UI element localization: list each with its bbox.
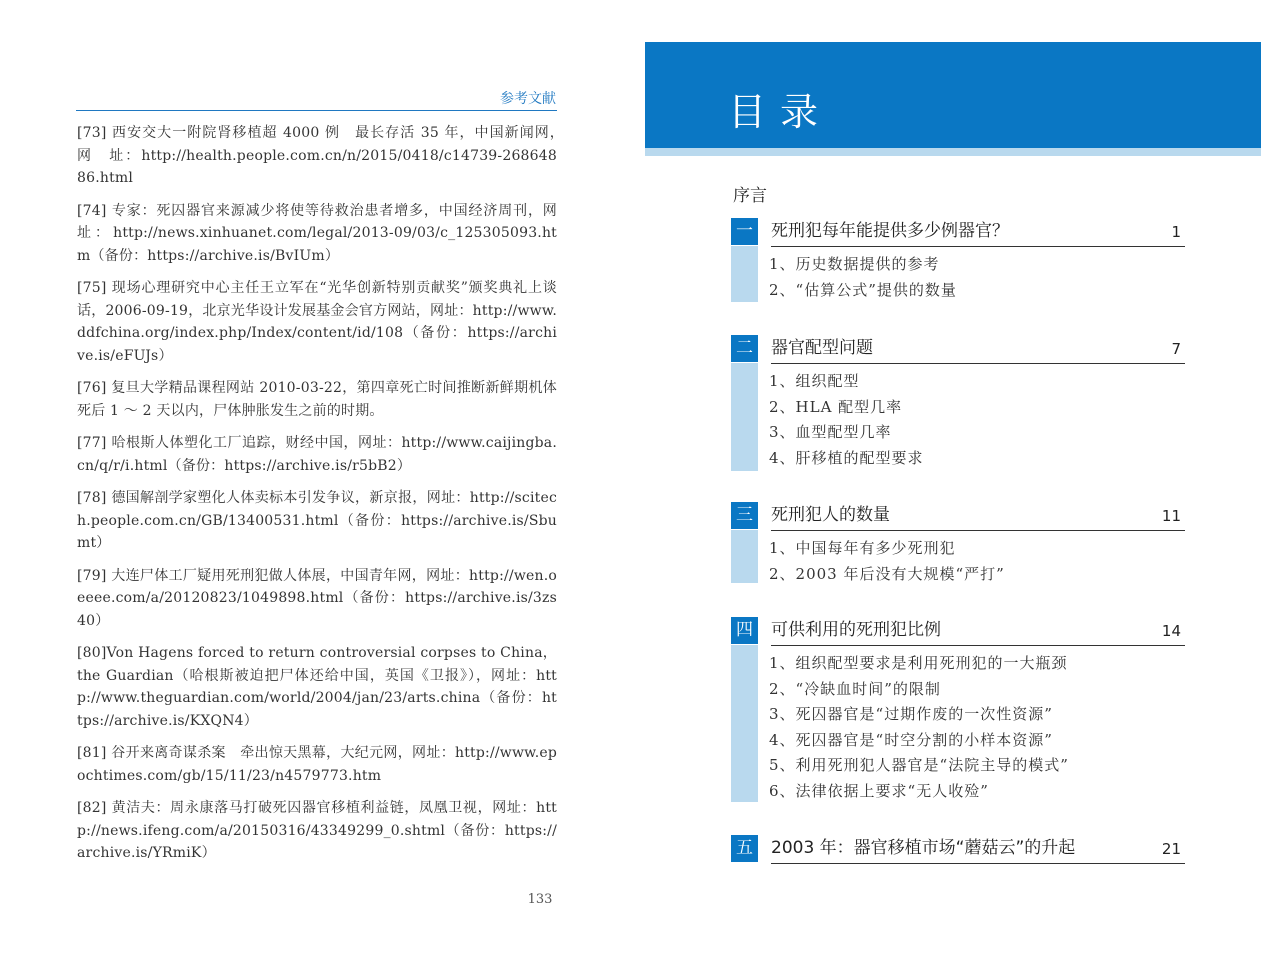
reference-74: [74] 专家：死囚器官来源减少将使等待救治患者增多，中国经济周刊，网址：http://news.xinhuanet.com/legal/2013-09/03/c_125305093.htm（备份：https://archive.is/BvIUm） [77, 202, 557, 264]
page-number: 133 [527, 892, 553, 907]
toc-item[interactable]: 5、利用死刑犯人器官是“法院主导的模式” [769, 756, 1069, 775]
reference-77: [77] 哈根斯人体塑化工厂追踪，财经中国，网址：http://www.caijingba.cn/q/r/i.html（备份：https://archive.is/r5bB2） [77, 435, 557, 474]
chapter-title[interactable]: 可供利用的死刑犯比例 [771, 620, 941, 640]
chapter-rule [771, 246, 1185, 247]
toc-title: 目录 [728, 90, 833, 134]
chapter-side-bar [731, 645, 758, 802]
chapter-page-number: 14 [1161, 622, 1181, 640]
toc-item[interactable]: 4、死囚器官是“时空分割的小样本资源” [769, 730, 1053, 749]
chapter-number-badge: 五 [731, 835, 758, 862]
toc-item[interactable]: 4、肝移植的配型要求 [769, 448, 924, 467]
chapter-page-number: 21 [1161, 840, 1181, 858]
chapter-title[interactable]: 死刑犯每年能提供多少例器官？ [771, 221, 1009, 241]
chapter-side-bar [731, 246, 758, 302]
chapter-title[interactable]: 2003 年：器官移植市场“蘑菇云”的升起 [771, 838, 1076, 858]
toc-chapter-2[interactable] [731, 335, 1185, 472]
toc-item[interactable]: 2、2003 年后没有大规模“严打” [769, 564, 1005, 583]
toc-item[interactable]: 3、血型配型几率 [769, 423, 892, 442]
reference-78: [78] 德国解剖学家塑化人体卖标本引发争议，新京报，网址：http://scitech.people.com.cn/GB/13400531.html（备份：https://archive.is/Sbumt） [77, 490, 557, 551]
chapter-side-bar [731, 530, 758, 583]
chapter-side-bar [731, 363, 758, 471]
reference-82: [82] 黄洁夫：周永康落马打破死囚器官移植利益链，凤凰卫视，网址：http://news.ifeng.com/a/20150316/43349299_0.shtml（备份：https://archive.is/YRmiK） [77, 800, 557, 861]
chapter-title[interactable]: 死刑犯人的数量 [771, 505, 890, 525]
toc-chapter-1[interactable] [731, 218, 1185, 302]
toc-preface[interactable]: 序言 [733, 186, 767, 206]
toc-item[interactable]: 1、历史数据提供的参考 [769, 255, 940, 273]
toc-item[interactable]: 2、HLA 配型几率 [769, 397, 903, 416]
chapter-page-number: 1 [1171, 223, 1181, 241]
chapter-number-badge: 四 [731, 617, 758, 644]
toc-chapter-3[interactable] [731, 502, 1185, 586]
toc-item[interactable]: 1、组织配型 [769, 372, 860, 390]
chapter-items [769, 651, 1069, 805]
reference-list [77, 122, 572, 875]
reference-75: [75] 现场心理研究中心主任王立军在“光华创新特别贡献奖”颁奖典礼上谈话，2006-09-19，北京光华设计发展基金会官方网站，网址：http://www.ddfchina.org/index.php/Index/content/id/108（备份：https://archive.is/eFUJs） [77, 280, 557, 364]
chapter-rule [771, 863, 1185, 864]
chapter-rule [771, 645, 1185, 646]
chapter-items [769, 536, 1005, 587]
chapter-items [769, 252, 957, 303]
reference-76: [76] 复旦大学精品课程网站 2010-03-22，第四章死亡时间推断新鲜期机体死后 1 ～ 2 天以内，尸体肿胀发生之前的时期。 [77, 380, 557, 419]
toc-item[interactable]: 3、死囚器官是“过期作废的一次性资源” [769, 705, 1053, 724]
chapter-page-number: 7 [1171, 340, 1181, 358]
chapter-rule [771, 363, 1185, 364]
chapter-title[interactable]: 器官配型问题 [771, 338, 873, 358]
reference-79: [79] 大连尸体工厂疑用死刑犯做人体展，中国青年网，网址：http://wen.oeeee.com/a/20120823/1049898.html（备份：https://archive.is/3zs40） [77, 567, 557, 629]
toc-chapter-5[interactable] [731, 835, 1185, 865]
chapter-number-badge: 一 [731, 218, 758, 245]
chapter-rule [771, 530, 1185, 531]
reference-80: [80]Von Hagens forced to return controversial corpses to China，the Guardian（哈根斯被迫把尸体还给中国，英国《卫报》），网址：http://www.theguardian.com/world/2004/jan/23/arts.china（备份：https://archive.is/KXQN4） [77, 645, 557, 729]
running-head-rule [76, 110, 557, 111]
chapter-page-number: 11 [1161, 507, 1181, 525]
toc-item[interactable]: 2、“冷缺血时间”的限制 [769, 679, 941, 698]
toc-chapter-4[interactable] [731, 617, 1185, 803]
reference-81: [81] 谷开来离奇谋杀案 牵出惊天黑幕，大纪元网，网址：http://www.epochtimes.com/gb/15/11/23/n4579773.htm [77, 745, 557, 784]
toc-item[interactable]: 1、组织配型要求是利用死刑犯的一大瓶颈 [769, 654, 1068, 672]
chapter-items [769, 369, 924, 471]
toc-banner-stripe [645, 148, 1261, 156]
toc-item[interactable]: 6、法律依据上要求“无人收殓” [769, 781, 989, 800]
reference-73: [73] 西安交大一附院肾移植超 4000 例 最长存活 35 年，中国新闻网， 网 址：http://health.people.com.cn/n/2015/0418/c14739-26864886.html [77, 125, 572, 186]
toc-item[interactable]: 1、中国每年有多少死刑犯 [769, 539, 956, 557]
chapter-number-badge: 三 [731, 502, 758, 529]
chapter-number-badge: 二 [731, 335, 758, 362]
toc-item[interactable]: 2、“估算公式”提供的数量 [769, 280, 957, 299]
running-head: 参考文献 [500, 91, 556, 107]
